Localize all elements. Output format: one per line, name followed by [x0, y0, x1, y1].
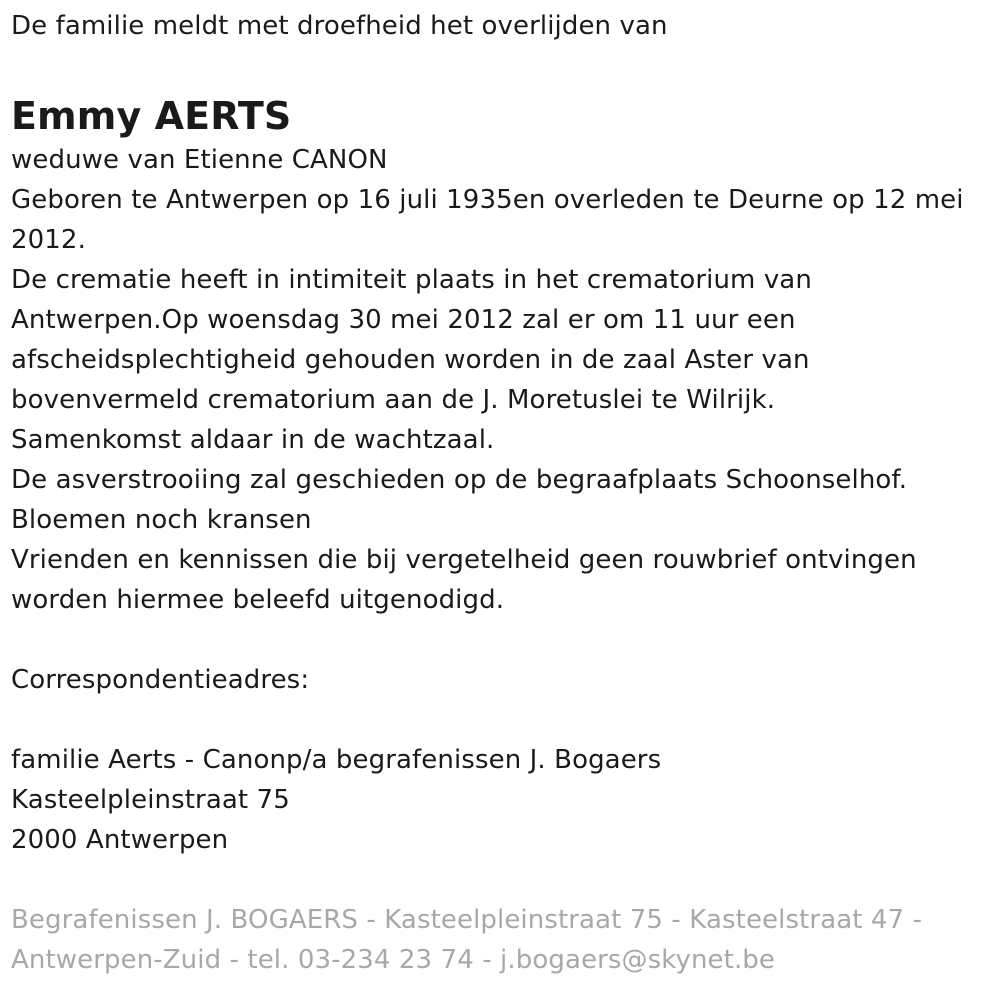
correspondence-line-3: 2000 Antwerpen: [11, 825, 229, 855]
gathering-text: Samenkomst aldaar in de wachtzaal.: [11, 425, 495, 455]
invitation-text: Vrienden en kennissen die bij vergetelheid geen rouwbrief ontvingen worden hiermee beleefd uitgenodigd.: [11, 545, 917, 615]
spacer: [11, 700, 986, 740]
cremation-text: De crematie heeft in intimiteit plaats in het crematorium van Antwerpen.Op woensdag 30 mei 2012 zal er om 11 uur een afscheidsplechtigheid gehouden worden in de zaal Aster van bovenvermeld crematorium aan de J. Moretuslei te Wilrijk.: [11, 265, 812, 415]
spacer: [11, 860, 986, 900]
spacer: [11, 620, 986, 660]
obituary-notice: [11, 6, 986, 980]
correspondence-line-2: Kasteelpleinstraat 75: [11, 785, 290, 815]
birth-death-text: Geboren te Antwerpen op 16 juli 1935en overleden te Deurne op 12 mei 2012.: [11, 185, 964, 255]
deceased-name: Emmy AERTS: [11, 94, 292, 138]
funeral-home-footer: Begrafenissen J. BOGAERS - Kasteelpleinstraat 75 - Kasteelstraat 47 - Antwerpen-Zuid - tel. 03-234 23 74 - j.bogaers@skynet.be: [11, 905, 923, 975]
correspondence-line-1: familie Aerts - Canonp/a begrafenissen J. Bogaers: [11, 745, 662, 775]
correspondence-label: Correspondentieadres:: [11, 665, 310, 695]
intro-text: De familie meldt met droefheid het overlijden van: [11, 11, 668, 41]
spouse-text: weduwe van Etienne CANON: [11, 145, 388, 175]
ash-scattering-text: De asverstrooiing zal geschieden op de begraafplaats Schoonselhof.: [11, 465, 908, 495]
flowers-text: Bloemen noch kransen: [11, 505, 312, 535]
